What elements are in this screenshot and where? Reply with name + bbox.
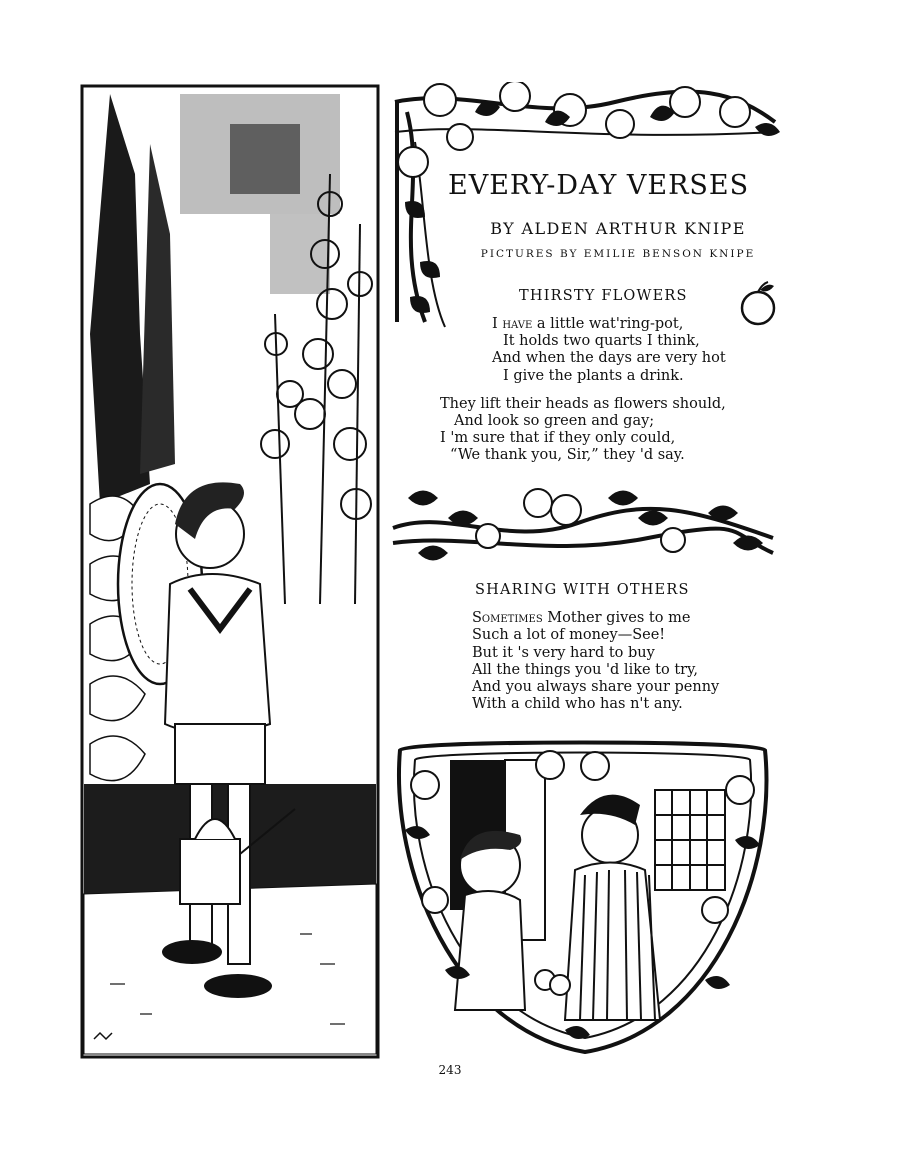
verse-line: But it 's very hard to buy [472,645,655,661]
boy-with-watering-can-illustration [80,84,380,1059]
apple-icon [738,280,780,328]
illustrator-credit: PICTURES BY EMILIE BENSON KNIPE [480,248,756,260]
children-sharing-vignette [385,730,780,1060]
apple-cluster [398,82,750,177]
verse-line: They lift their heads as flowers should, [440,396,726,412]
verse-line: All the things you 'd like to try, [472,662,698,678]
verse-line: Sometimes Mother gives to me [472,610,691,626]
sailor-blouse [165,574,270,734]
apple-vine-divider [388,478,778,570]
verse-line: I have a little wat'ring-pot, [492,316,684,332]
verse-line: With a child who has n't any. [472,696,683,712]
poem-title: THIRSTY FLOWERS [519,288,688,304]
verse-line: And you always share your penny [472,679,720,695]
verse-line: And when the days are very hot [492,350,726,366]
verse-line: I give the plants a drink. [503,368,684,384]
author-byline: BY ALDEN ARTHUR KNIPE [490,219,746,238]
verse-line: Such a lot of money—See! [472,627,666,643]
verse-line: It holds two quarts I think, [503,333,700,349]
verse-line: “We thank you, Sir,” they 'd say. [450,447,685,463]
poem-title: SHARING WITH OTHERS [475,582,690,598]
page-number: 243 [438,1063,462,1077]
verse-line: And look so green and gay; [454,413,655,429]
verse-line: I 'm sure that if they only could, [440,430,676,446]
article-title: EVERY-DAY VERSES [448,170,750,201]
